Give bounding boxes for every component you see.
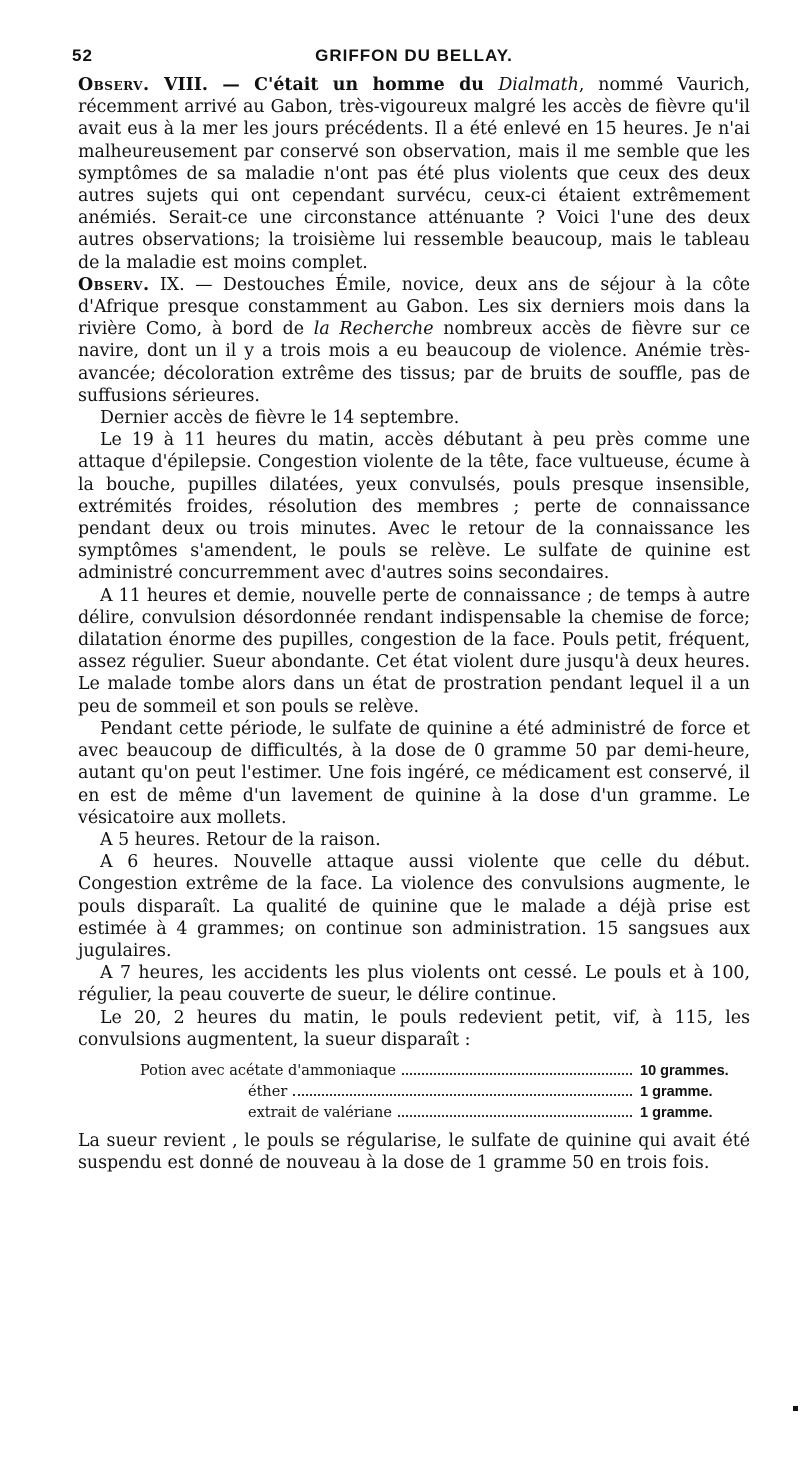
observation-ix-paragraph: [78, 274, 750, 407]
dot-leader: [402, 1073, 632, 1075]
italic-term: Dialmath: [498, 75, 579, 95]
running-head: [72, 44, 750, 74]
prescription-dose: 1 gramme.: [640, 1083, 713, 1100]
observation-viii-paragraph: [78, 74, 750, 274]
body-text: [78, 74, 750, 1174]
paragraph-text: IX. — Destouches Émile, novice, deux ans de séjour à la côte d'Afrique presque constamment au Gabon. Les six derniers mois dans la rivière Como, à bord de: [78, 274, 750, 340]
observation-label: Observ.: [78, 274, 150, 295]
paragraph: Le 19 à 11 heures du matin, accès débutant à peu près comme une attaque d'épilepsie. Congestion violente de la tête, face vultueuse, écume à la bouche, pupilles dilatées, yeux convulsés, pouls presque insensible, extrémités froides, résolution des membres ; perte de connaissance pendant deux ou trois minutes. Avec le retour de la connaissance les symptômes s'amendent, le pouls se relève. Le sulfate de quinine est administré concurremment avec d'autres soins secondaires.: [78, 430, 750, 584]
prescription-item: [78, 1061, 750, 1082]
italic-ship-name: la Recherche: [313, 319, 434, 340]
prescription-label: éther: [248, 1083, 288, 1100]
closing-paragraph: La sueur revient , le pouls se régularise, le sulfate de quinine qui avait été suspendu est donné de nouveau à la dose de 1 gramme 50 en trois fois.: [78, 1130, 750, 1174]
book-page: [72, 44, 751, 1174]
prescription-dose: 10 grammes.: [640, 1062, 729, 1079]
prescription-item: [78, 1082, 750, 1103]
prescription-dose: 1 gramme.: [640, 1104, 713, 1121]
paragraph: Dernier accès de fièvre le 14 septembre.: [100, 408, 460, 429]
paragraph: A 6 heures. Nouvelle attaque aussi violente que celle du début. Congestion extrême de la face. La violence des convulsions augmente, le pouls disparaît. La qualité de quinine que le malade a déjà prise est estimée à 4 grammes; on continue son administration. 15 sangsues aux jugulaires.: [78, 852, 750, 961]
paragraph: A 5 heures. Retour de la raison.: [100, 829, 381, 850]
prescription-label: extrait de valériane: [248, 1104, 392, 1121]
paragraph: Le 20, 2 heures du matin, le pouls redevient petit, vif, à 115, les convulsions augmentent, la sueur disparaît :: [78, 1007, 750, 1050]
paragraph: A 7 heures, les accidents les plus violents ont cessé. Le pouls et à 100, régulier, la peau couverte de sueur, le délire continue.: [78, 963, 750, 1006]
prescription-label: Potion avec acétate d'ammoniaque: [140, 1062, 396, 1079]
page-number: 52: [72, 46, 93, 65]
dot-leader: [398, 1115, 632, 1117]
dot-leader: [293, 1094, 632, 1096]
paragraph: A 11 heures et demie, nouvelle perte de connaissance ; de temps à autre délire, convulsion désordonnée rendant indispensable la chemise de force; dilatation énorme des pupilles, congestion de la face. Pouls petit, fréquent, assez régulier. Sueur abondante. Cet état violent dure jusqu'à deux heures. Le malade tombe alors dans un état de prostration pendant lequel il a un peu de sommeil et son pouls se relève.: [78, 585, 750, 717]
scan-mark: [793, 1406, 798, 1411]
paragraph: Pendant cette période, le sulfate de quinine a été administré de force et avec beaucoup de difficultés, à la dose de 0 gramme 50 par demi-heure, autant qu'on peut l'estimer. Une fois ingéré, ce médicament est conservé, il en est de même d'un lavement de quinine à la dose d'un gramme. Le vésicatoire aux mollets.: [78, 718, 750, 828]
paragraph-text: nombreux accès de fièvre sur ce navire, dont un il y a trois mois a eu beaucoup de violence. Anémie très-avancée; décoloration extrême des tissus; par de bruits de souffle, pas de suffusions sérieures.: [78, 319, 751, 406]
prescription-item: [78, 1103, 750, 1124]
prescription-list: [78, 1061, 750, 1124]
paragraph-text: , nommé Vaurich, récemment arrivé au Gabon, très-vigoureux malgré les accès de fièvre qu'il avait eus à la mer les jours précédents. Il a été enlevé en 15 heures. Je n'ai malheureusement par conservé son observation, mais il me semble que les symptômes de sa maladie n'ont pas été plus violents que ceux des deux autres sujets qui ont cependant survécu, ceux-ci étaient extrêmement anémiés. Serait-ce une circonstance atténuante ? Voici l'une des deux autres observations; la troisième lui ressemble beaucoup, mais le tableau de la maladie est moins complet.: [78, 75, 750, 273]
observation-label: Observ.: [78, 75, 150, 95]
running-title: GRIFFON DU BELLAY.: [315, 46, 513, 65]
paragraph-text: VIII. — C'était un homme du: [149, 75, 499, 95]
